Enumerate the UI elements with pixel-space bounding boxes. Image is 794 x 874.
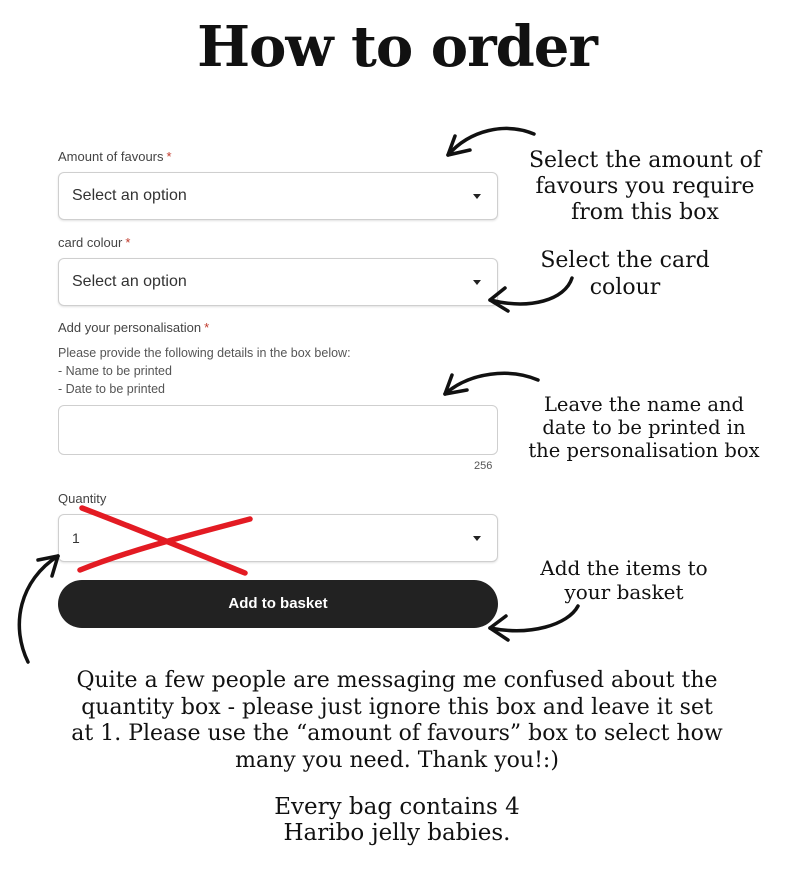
- annotation-line: favours you require: [535, 174, 755, 199]
- personalisation-label: [58, 320, 209, 335]
- annotation-line: the personalisation box: [528, 439, 760, 462]
- chevron-down-icon: [473, 536, 481, 541]
- note-line: quantity box - please just ignore this box and leave it set: [81, 694, 713, 720]
- amount-label: [58, 149, 172, 164]
- quantity-select[interactable]: [58, 514, 498, 562]
- annotation-line: Select the amount of: [528, 148, 762, 173]
- hand-drawn-arrow-icon: [19, 556, 58, 662]
- annotation-line: colour: [589, 275, 661, 300]
- note-line: Haribo jelly babies.: [283, 820, 511, 846]
- contents-note: [0, 794, 794, 846]
- personalisation-label-text: Add your personalisation: [58, 320, 202, 335]
- instruction-line: - Name to be printed: [58, 364, 172, 378]
- instruction-line: - Date to be printed: [58, 382, 166, 396]
- personalisation-annotation: [496, 393, 792, 462]
- quantity-select-value: 1: [72, 530, 80, 546]
- chevron-down-icon: [473, 280, 481, 285]
- amount-label-text: Amount of favours: [58, 149, 164, 164]
- hand-drawn-arrow-icon: [445, 373, 538, 394]
- hand-drawn-arrow-icon: [490, 606, 578, 640]
- annotation-line: date to be printed in: [542, 416, 746, 439]
- quantity-note: [0, 668, 794, 774]
- amount-select[interactable]: [58, 172, 498, 220]
- annotation-line: your basket: [564, 580, 684, 604]
- annotation-line: from this box: [571, 200, 719, 225]
- required-mark: *: [166, 149, 172, 164]
- annotation-line: Add the items to: [540, 556, 708, 580]
- amount-annotation: [500, 148, 790, 226]
- note-line: Quite a few people are messaging me confused about the: [76, 668, 718, 693]
- colour-label-text: card colour: [58, 235, 123, 250]
- chevron-down-icon: [473, 194, 481, 199]
- colour-annotation: [505, 247, 745, 301]
- note-line: many you need. Thank you!:): [235, 747, 559, 773]
- note-line: at 1. Please use the “amount of favours” box to select how: [71, 721, 723, 746]
- page-title: How to order: [197, 14, 597, 80]
- instruction-line: Please provide the following details in the box below:: [58, 346, 351, 360]
- colour-select[interactable]: [58, 258, 498, 306]
- annotation-line: Select the card: [540, 248, 710, 273]
- personalisation-instructions: [58, 344, 351, 398]
- quantity-label: Quantity: [58, 491, 107, 506]
- amount-select-value: Select an option: [72, 187, 187, 204]
- note-line: Every bag contains 4: [274, 794, 520, 820]
- add-to-basket-button[interactable]: Add to basket: [58, 580, 498, 628]
- required-mark: *: [204, 320, 210, 335]
- required-mark: *: [125, 235, 131, 250]
- annotation-line: Leave the name and: [543, 393, 745, 416]
- personalisation-textarea[interactable]: [58, 405, 498, 455]
- colour-select-value: Select an option: [72, 273, 187, 290]
- basket-annotation: [510, 556, 738, 604]
- colour-label: [58, 235, 130, 250]
- char-counter: 256: [474, 460, 493, 472]
